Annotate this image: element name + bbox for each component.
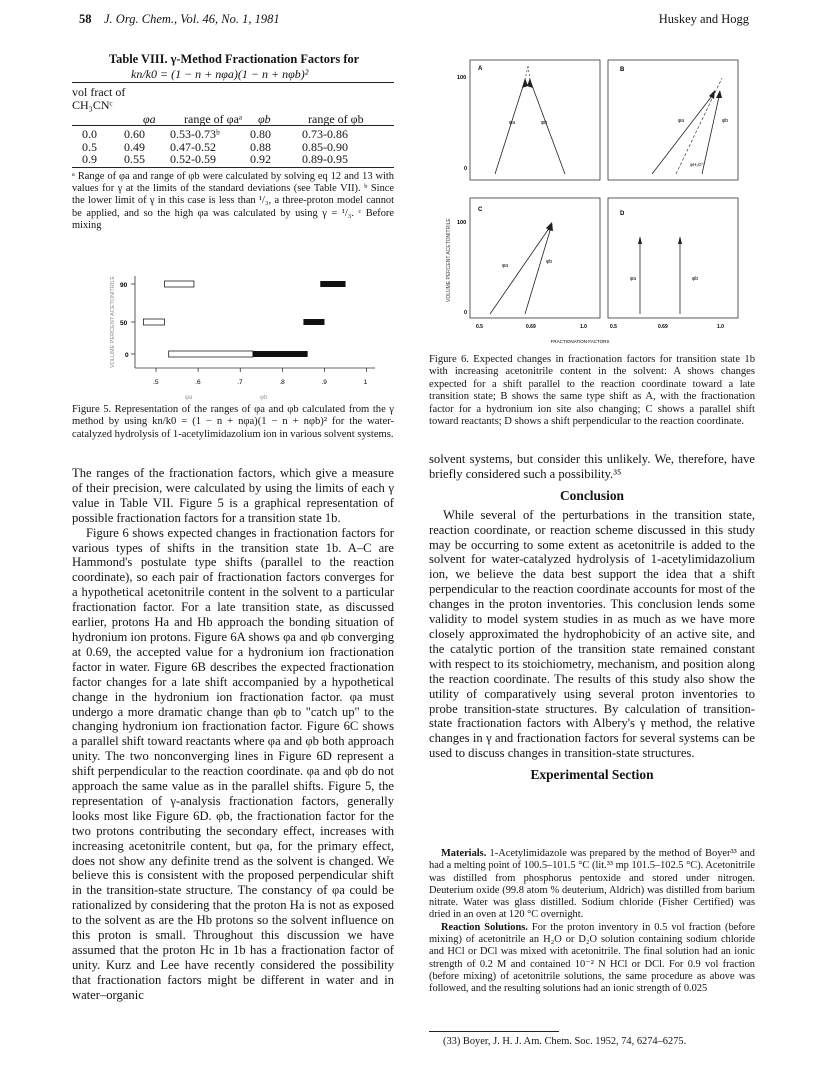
fig6-xlabel: FRACTIONATION FACTORS <box>550 339 610 344</box>
fig6-panel-a <box>470 60 600 180</box>
fig6-d-phi-b: φb <box>692 276 699 282</box>
fig5-xtick-label: .5 <box>153 379 159 386</box>
journal-citation: J. Org. Chem., Vol. 46, No. 1, 1981 <box>104 12 280 26</box>
fig5-ytick: 0 <box>125 352 129 359</box>
table-body <box>72 85 394 126</box>
fig6-y0: 0 <box>464 310 468 316</box>
table-header-0: vol fract of CH₃CNᶜ <box>72 85 126 112</box>
fig5-ylabel: VOLUME PERCENT ACETONITRILE <box>110 275 116 368</box>
paragraph: Figure 6 shows expected changes in fractionation factors for various types of shifts in the transition state 1b. A–C are Hammond's postulate type shifts (parallel to the reaction coordinate), so each pair of fractionation factors converges for a hypothetical acetonitrile content in the solvent to a particular fractionation factor. For a late transition state, as discussed earlier, protons Ha and Hb approach the bonding situation of hydronium ion protons. Figure 6A shows φa and φb converging at 0.69, the accepted value for a hydronium ion fractionation factor in water. Figure 6B describes the expected fractionation factor changes for a late shift accompanied by a hypothetical change in the hydronium ion fractionation factor. φa must undergo a more dramatic change than φb to "catch up" to the changing hydronium ion fractionation factor. Figure 6C shows a parallel shift toward reactants where φa and φb both approach unity. The two nonconverging lines in Figure 6D represent a shift perpendicular to the reaction coordinate. φa and φb do not approach the same value as in the parallel shifts. Figure 5, the representation of γ-analysis fractionation factors, generally looks most like Figure 6D. φb, the fractionation factor for the two protons contributing the secondary effect, increases with increasing acetonitrile content, but φa, for the primary effect, does not show any definite trend as the solvent is changed. We believe this is consistent with the proposed perpendicular shift in the transition-state structure. The constancy of φa could be rationalized by considering that the proton Ha is not as exposed to the solvent as are the Hb protons so the solvent influence on this proton is small. Throughout this discussion we have assumed that the proton Hc in 1b has a fractionation factor of unity. Kurz and Lee have recently considered the possibility that fractionation factors might be different in water and in water–organic <box>72 525 394 1002</box>
paragraph: While several of the perturbations in the transition state, reaction coordinate, or reaction scheme discussed in this study may be occurring to some extent as acetonitrile is added to the solvent for water-catalyzed hydrolysis of 1-acetylimidazolium ion, we believe the data best support the idea that a shift perpendicular to the reaction coordinate accounts for most of the changes in the proton inventories. This conclusion lends some validity to model system studies in as much as we have more closely approximated the hydrophobicity of an active site, and the catalytic portion of the transition state remained constant with respect to its stoichiometry, mechanism, and position along the reaction coordinate. The results of this study also show the utility of comparatively using several proton inventories to probe transition-state structures. By calculation of transition-state fractionation factors with Albery's γ method, the relative changes in γ and fractionation factors for several systems can be used to discuss changes in transition-state structures. <box>429 507 755 761</box>
running-authors: Huskey and Hogg <box>658 12 749 26</box>
figure-6-caption: Figure 6. Expected changes in fractionation factors for transition state 1b with increasing acetonitrile content in the solvent: A shows changes expected for a shift parallel to the reaction coordinate toward a late transition state; B shows the same type shift as A, with the fractionation factor for a hydronium ion site also changing; C shows a parallel shift toward reactants; D shows a shift perpendicular to the reaction coordinate. <box>429 354 755 428</box>
table-header-1: φa <box>143 112 156 126</box>
fig5-xsub-a: φa <box>185 395 193 401</box>
experimental-text <box>429 848 755 996</box>
table-rule-mid <box>72 125 394 126</box>
fig5-phi-b-range-bar <box>303 319 324 325</box>
fig6-label-a: A <box>478 66 483 72</box>
fig6-label-d: D <box>620 211 625 217</box>
fig6-label-b: B <box>620 67 625 73</box>
fig6-c-phi-b: φb <box>546 259 553 265</box>
reaction-heading: Reaction Solutions. <box>441 921 528 933</box>
fig6-label-c: C <box>478 207 483 213</box>
footnote-33: (33) Boyer, J. H. J. Am. Chem. Soc. 1952, 74, 6274–6275. <box>443 1036 687 1047</box>
right-column-text <box>429 452 755 787</box>
table-header-3: φb <box>258 112 271 126</box>
fig6-xtick: 1.0 <box>580 324 587 330</box>
experimental-heading: Experimental Section <box>530 767 654 783</box>
fig6-b-phi-b: φb <box>722 118 729 124</box>
fig6-xtick: 0.69 <box>526 324 536 330</box>
fig5-phi-b-range-bar <box>320 281 345 287</box>
fig5-xtick-label: .7 <box>237 379 243 386</box>
fig6-panel-d <box>608 198 738 318</box>
fig5-phi-a-range-bar <box>164 281 193 287</box>
fig6-panel-b <box>608 60 738 180</box>
page-number: 58 <box>79 12 92 26</box>
table-8 <box>109 52 419 82</box>
fig5-ytick: 50 <box>120 320 128 327</box>
materials-heading: Materials. <box>441 848 487 859</box>
fig6-panel-c <box>470 198 600 318</box>
conclusion-heading: Conclusion <box>560 487 624 503</box>
table-formula: kn/k0 = (1 − n + nφa)(1 − n + nφb)² <box>131 67 309 81</box>
fig6-c-phi-a: φa <box>502 263 509 269</box>
table-title: Table VIII. γ-Method Fractionation Factors for <box>109 52 360 66</box>
table-rule-bottom <box>72 167 394 168</box>
fig5-phi-a-range-bar <box>143 319 164 325</box>
fig6-y100: 100 <box>457 75 467 81</box>
figure-6 <box>440 52 756 352</box>
footnote-rule <box>429 1031 559 1032</box>
fig5-phi-a-range-bar <box>169 351 253 357</box>
fig6-xtick: 0.5 <box>476 324 483 330</box>
fig6-xtick: 1.0 <box>717 324 724 330</box>
fig6-d-phi-a: φa <box>630 276 637 282</box>
fig6-y100: 100 <box>457 220 467 226</box>
table-header-2: range of φaᵃ <box>184 112 243 126</box>
fig5-xtick-label: .6 <box>195 379 201 386</box>
fig5-xtick-label: .8 <box>279 379 285 386</box>
table-row: 0.0 0.60 0.53-0.73ᵇ 0.80 0.73-0.86 <box>82 127 348 141</box>
fig5-xtick-label: .9 <box>321 379 327 386</box>
figure-5 <box>100 268 400 401</box>
fig6-a-phi-a: φa <box>509 120 516 126</box>
fig5-phi-b-range-bar <box>253 351 308 357</box>
table-header-4: range of φb <box>308 112 364 126</box>
fig6-b-phi-h3o: φH₃O⁺ <box>690 162 704 167</box>
table-row: 0.5 0.49 0.47-0.52 0.88 0.85-0.90 <box>82 139 348 154</box>
fig6-ylabel: VOLUME PERCENT ACETONITRILE <box>446 218 452 302</box>
table-rows <box>72 128 354 166</box>
table-row: 0.9 0.55 0.52-0.59 0.92 0.89-0.95 <box>82 152 348 167</box>
reaction-text: For the proton inventory in 0.5 vol fraction (before mixing) of acetonitrile an H₂O or D₂O solution containing sodium chloride and HCl or DCl was mixed with acetonitrile. The final solution had an ionic strength of 0.2 M and contained 10⁻² N HCl or DCl. For 0.9 vol fraction (before mixing) of acetonitrile solutions, the same procedure as above was followed, and the resulting solutions had an ionic strength of 0.025 <box>429 921 755 995</box>
paragraph: The ranges of the fractionation factors, which give a measure of their precision, were calculated by using the limits of each γ value in Table VII. Figure 5 is a graphical representation of possible fractionation factors for a transition state 1b. <box>72 466 394 525</box>
left-column-text <box>72 466 394 1003</box>
paragraph: solvent systems, but consider this unlikely. We, therefore, have briefly considered such a possibility.³⁵ <box>429 452 755 481</box>
fig6-xtick: 0.5 <box>610 324 617 330</box>
fig5-ytick: 90 <box>120 282 128 289</box>
fig6-xtick: 0.69 <box>658 324 668 330</box>
materials-text: 1-Acetylimidazole was prepared by the method of Boyer³³ and had a melting point of 100.5–101.5 °C (lit.³³ mp 101.5–102.5 °C). Acetonitrile was distilled from phosphorus pentoxide and stored under nitrogen. Deuterium oxide (99.8 atom % deuterium, Aldrich) was distilled from barium nitrate. Water was glass distilled. Sodium chloride (Fisher Certified) was dried in an oven at 120 °C overnight. <box>429 848 755 921</box>
fig6-a-phi-b: φb <box>541 120 548 126</box>
figure-5-caption: Figure 5. Representation of the ranges of φa and φb calculated from the γ method by using kn/k0 = (1 − n + nφa)(1 − n + nφb)² for the water-catalyzed hydrolysis of 1-acetylimidazolium ion in various solvent systems. <box>72 404 394 440</box>
fig5-xsub-b: φb <box>260 395 268 401</box>
fig5-xtick-label: 1 <box>363 379 368 386</box>
table-footnote: ᵃ Range of φa and range of φb were calculated by solving eq 12 and 13 with values for γ at the limits of the standard deviations (see Table VII). ᵇ Since the lower limit of γ in this case is less than ¹/₃, a three-proton model cannot be applied, and so the high φa was calculated by using γ = ¹/₃. ᶜ Before mixing <box>72 171 394 231</box>
fig6-y0: 0 <box>464 166 468 172</box>
fig6-b-phi-a: φa <box>678 118 685 124</box>
table-rule-top <box>72 82 394 83</box>
